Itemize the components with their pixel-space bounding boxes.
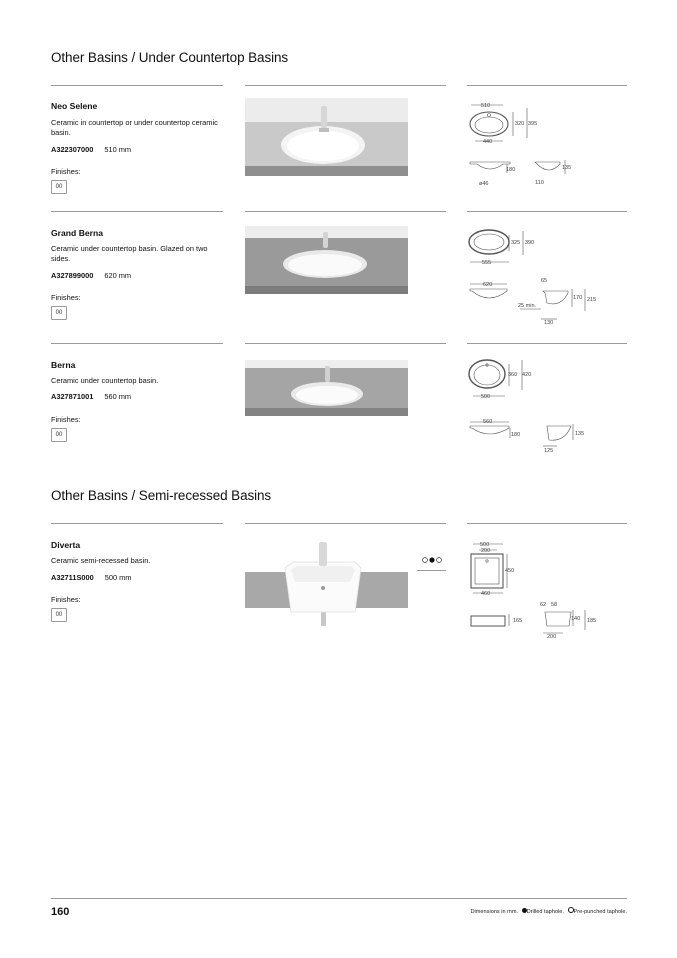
product-size: 500 mm [104,573,132,582]
svg-text:555: 555 [482,260,492,266]
svg-text:560: 560 [483,419,493,425]
svg-text:500: 500 [481,394,491,400]
finishes-label: Finishes: [51,293,81,302]
svg-text:440: 440 [483,139,493,145]
divider [467,343,627,344]
product-name: Diverta [51,540,81,550]
svg-text:185: 185 [587,618,597,624]
divider [51,343,223,344]
finish-swatch[interactable]: 00 [51,428,67,442]
svg-text:420: 420 [522,372,532,378]
product-photo-grand-berna [245,226,408,294]
divider [245,211,446,212]
svg-text:135: 135 [562,165,572,171]
product-size: 510 mm [104,145,132,154]
divider [467,523,627,524]
product-code: A327899000 [51,271,94,280]
product-photo-diverta [245,538,408,626]
svg-text:450: 450 [505,568,515,574]
footer-legend [470,907,627,915]
product-size: 620 mm [104,271,132,280]
divider [467,211,627,212]
divider [467,85,627,86]
product-code-line [51,573,131,582]
product-photo-berna [245,360,408,416]
svg-text:215: 215 [587,297,597,303]
svg-text:58: 58 [551,602,558,608]
footer-divider [51,898,627,899]
svg-text:ø46: ø46 [479,181,489,187]
divider [245,85,446,86]
legend-prepunched: Pre-punched taphole. [573,909,627,915]
product-code-line [51,145,131,154]
finishes-label: Finishes: [51,167,81,176]
product-description: Ceramic semi-recessed basin. [51,556,151,565]
pre-punched-taphole-icon [423,558,428,563]
svg-text:180: 180 [506,167,516,173]
divider [51,85,223,86]
finish-swatch[interactable]: 00 [51,608,67,622]
svg-text:460: 460 [481,591,491,597]
taphole-options [421,551,445,559]
svg-text:25 min.: 25 min. [518,303,537,309]
product-code-line [51,271,131,280]
svg-text:320: 320 [515,121,525,127]
svg-text:180: 180 [511,432,521,438]
svg-text:165: 165 [513,618,523,624]
section-title-semi-recessed: Other Basins / Semi-recessed Basins [51,488,272,503]
divider [417,570,446,571]
divider [51,211,223,212]
product-code-line [51,392,131,401]
svg-text:130: 130 [544,320,554,326]
product-size: 560 mm [104,392,132,401]
product-name: Grand Berna [51,228,104,238]
svg-text:65: 65 [541,278,548,284]
finish-swatch[interactable]: 00 [51,306,67,320]
svg-text:110: 110 [535,180,544,186]
drilled-taphole-icon [429,557,434,562]
svg-text:62: 62 [540,602,547,608]
page-number: 160 [51,906,70,918]
product-code: A322307000 [51,145,94,154]
product-description: Ceramic under countertop basin. [51,376,159,385]
svg-text:395: 395 [528,121,538,127]
svg-text:390: 390 [525,240,535,246]
svg-text:170: 170 [573,295,583,301]
legend-dimensions: Dimensions in mm. [470,909,519,915]
svg-text:200: 200 [481,548,491,554]
dim-label: 510 [481,103,491,109]
product-description: Ceramic under countertop basin. Glazed on two sides. [51,244,208,263]
legend-drilled: Drilled taphole. [526,909,564,915]
product-photo-neo-selene [245,98,408,176]
svg-text:125: 125 [544,448,554,454]
product-name: Berna [51,360,76,370]
product-code: A32711S000 [51,573,94,582]
product-code: A327871001 [51,392,94,401]
divider [245,343,446,344]
divider [51,523,223,524]
technical-drawing-grand-berna [465,225,615,329]
product-name: Neo Selene [51,101,98,111]
finishes-label: Finishes: [51,415,81,424]
technical-drawing-neo-selene [465,98,615,190]
section-title-under-countertop: Other Basins / Under Countertop Basins [51,50,289,65]
svg-text:140: 140 [571,616,581,622]
svg-text:135: 135 [575,431,585,437]
svg-text:500: 500 [480,542,490,548]
divider [245,523,446,524]
svg-text:360: 360 [508,372,518,378]
svg-text:200: 200 [547,634,557,640]
product-description: Ceramic in countertop or under countertop ceramic basin. [51,118,218,137]
svg-text:620: 620 [483,282,493,288]
technical-drawing-berna [465,356,615,456]
technical-drawing-diverta [465,540,615,642]
finish-swatch[interactable]: 00 [51,180,67,194]
svg-text:325: 325 [511,240,521,246]
finishes-label: Finishes: [51,595,81,604]
pre-punched-taphole-icon [437,558,442,563]
